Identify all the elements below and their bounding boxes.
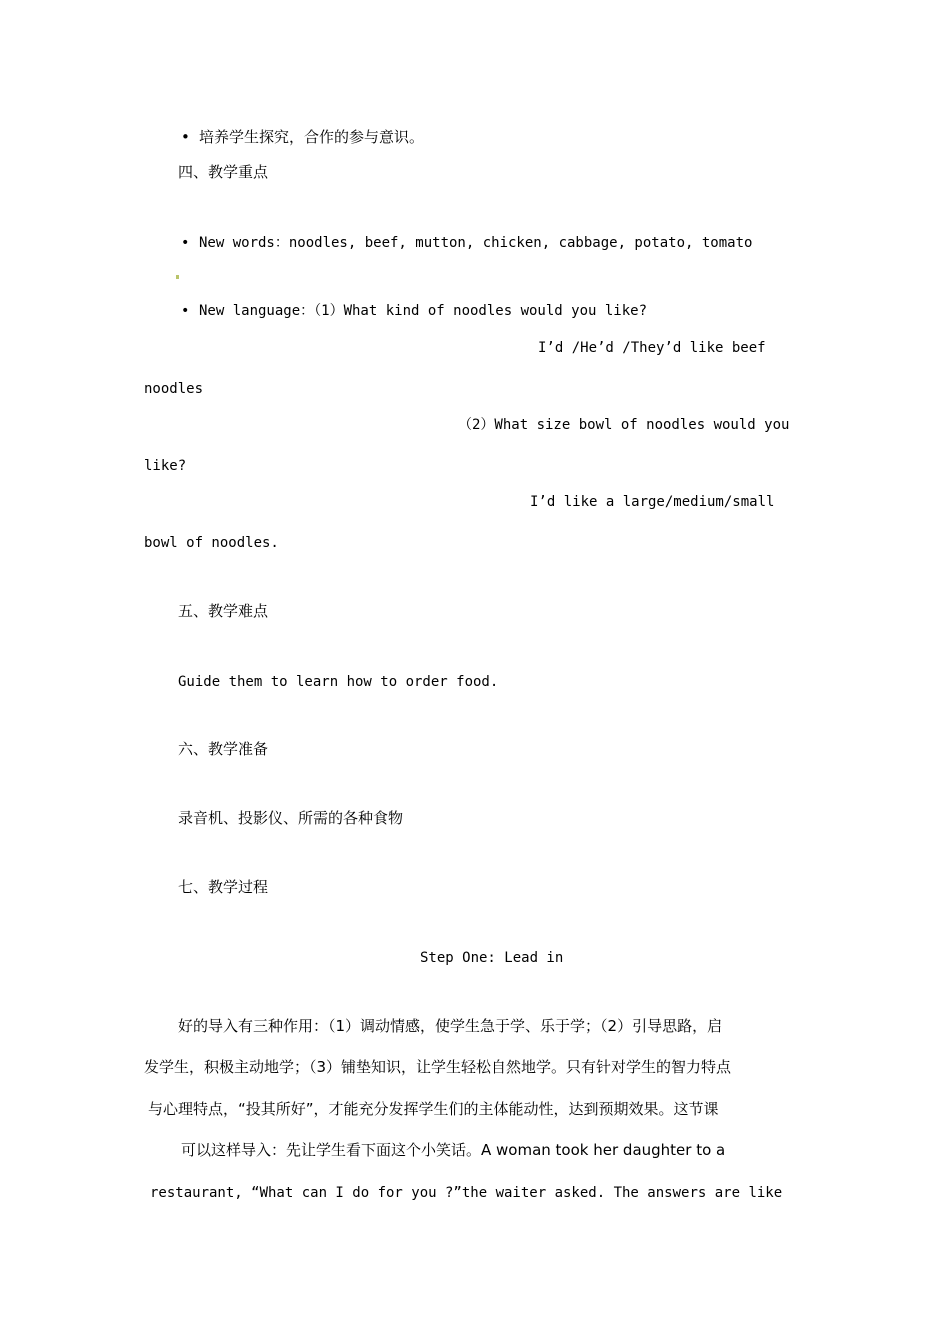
answer-two-line-b: bowl of noodles. (144, 535, 279, 551)
bullet-icon: • (181, 235, 190, 251)
paragraph-line-3: 与心理特点，“投其所好”，才能充分发挥学生们的主体能动性，达到预期效果。这节课 (148, 1100, 719, 1118)
paragraph-line-5: restaurant, “What can I do for you ?”the waiter asked. The answers are like (150, 1185, 783, 1201)
heading-teaching-focus: 四、教学重点 (178, 163, 269, 181)
paragraph-line-1: 好的导入有三种作用：（1）调动情感，使学生急于学、乐于学；（2）引导思路，启 (178, 1017, 723, 1035)
heading-teaching-preparation: 六、教学准备 (178, 740, 269, 758)
line-text: New words：noodles, beef, mutton, chicken, cabbage, potato, tomato (199, 235, 753, 251)
difficulty-text: Guide them to learn how to order food. (178, 674, 499, 690)
answer-two-line-a: I’d like a large/medium/small (530, 494, 775, 510)
step-one-title: Step One: Lead in (420, 950, 564, 966)
question-two-line-a: （2）What size bowl of noodles would you (458, 417, 790, 433)
paragraph-line-2: 发学生，积极主动地学；（3）铺垫知识，让学生轻松自然地学。只有针对学生的智力特点 (144, 1058, 732, 1076)
bullet-icon: • (181, 303, 190, 319)
paragraph-line-4: 可以这样导入：先让学生看下面这个小笑话。A woman took her daughter to a (181, 1141, 726, 1159)
heading-teaching-difficulty: 五、教学难点 (178, 602, 269, 620)
line-text: 培养学生探究，合作的参与意识。 (199, 128, 425, 146)
scan-speck (176, 275, 179, 279)
line-text: New language：（1）What kind of noodles would you like? (199, 303, 648, 319)
heading-teaching-process: 七、教学过程 (178, 878, 269, 896)
preparation-text: 录音机、投影仪、所需的各种食物 (178, 809, 404, 827)
question-two-line-b: like? (144, 458, 187, 474)
bullet-icon: • (181, 128, 190, 146)
bullet-line-new-language (181, 301, 647, 321)
answer-one-line-a: I’d /He’d /They’d like beef (538, 340, 766, 356)
bullet-line-cooperation (181, 127, 424, 147)
bullet-line-new-words (181, 233, 752, 253)
answer-one-line-b: noodles (144, 381, 204, 397)
